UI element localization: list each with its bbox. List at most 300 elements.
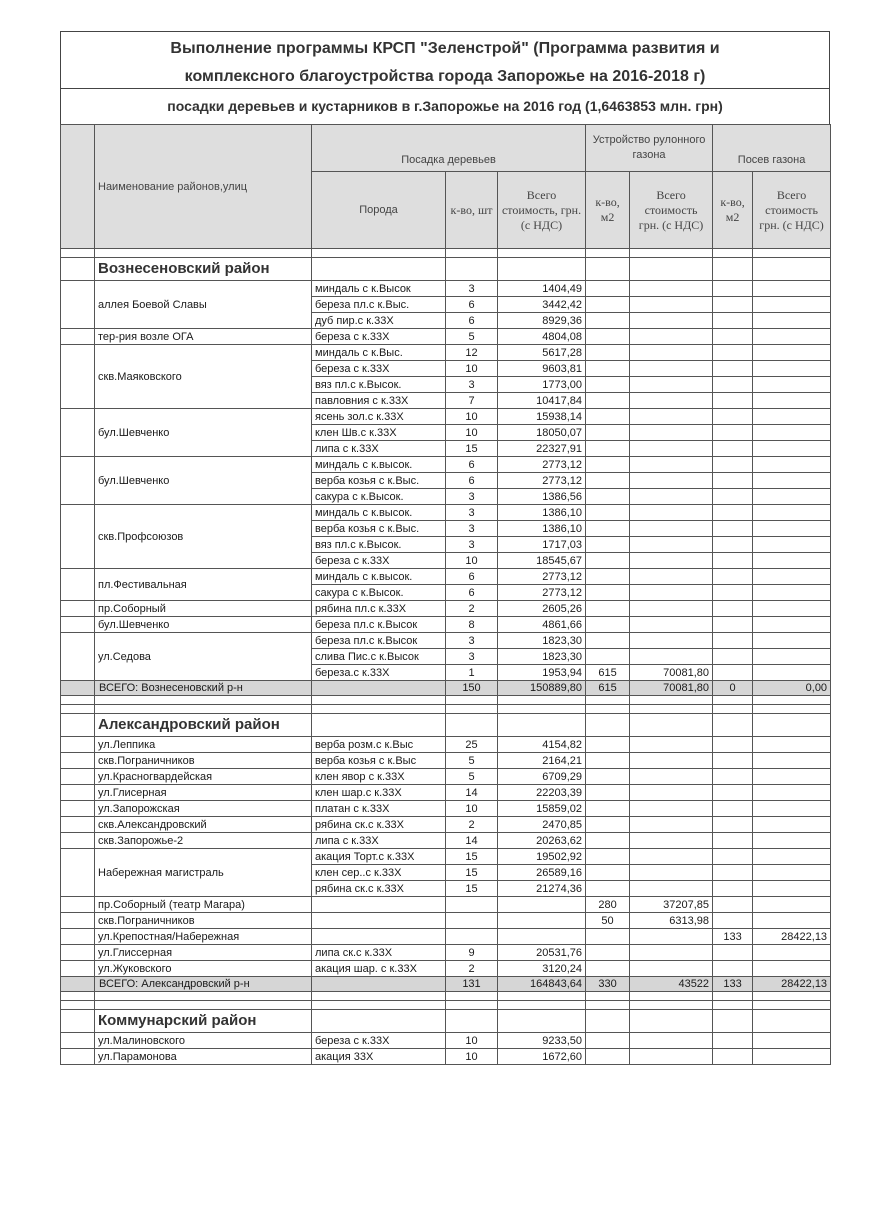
empty-cell — [753, 258, 831, 281]
empty-cell — [586, 1010, 630, 1033]
seed-qty — [713, 833, 753, 849]
table-row — [61, 633, 831, 649]
tree-cost: 18545,67 — [498, 553, 586, 569]
tree-qty: 8 — [446, 617, 498, 633]
roll-cost — [630, 457, 713, 473]
empty-cell — [630, 1001, 713, 1010]
empty-cell — [312, 705, 446, 714]
roll-cost — [630, 569, 713, 585]
tree-breed: платан с к.33Х — [312, 801, 446, 817]
seed-cost — [753, 737, 831, 753]
roll-qty — [586, 393, 630, 409]
gutter-cell — [61, 258, 95, 281]
gutter-cell — [61, 505, 95, 569]
tree-breed: акация шар. с к.33Х — [312, 961, 446, 977]
seed-qty — [713, 441, 753, 457]
empty-cell — [753, 249, 831, 258]
roll-cost — [630, 1033, 713, 1049]
roll-qty — [586, 737, 630, 753]
seed-cost — [753, 585, 831, 601]
seed-qty — [713, 313, 753, 329]
empty-cell — [312, 681, 446, 696]
column-header-qty-pcs: к-во, шт — [446, 172, 498, 249]
tree-qty: 3 — [446, 537, 498, 553]
roll-cost — [630, 345, 713, 361]
empty-cell — [312, 696, 446, 705]
tree-qty: 9 — [446, 945, 498, 961]
street-name: бул.Шевченко — [95, 457, 312, 505]
roll-qty — [586, 1049, 630, 1065]
seed-qty — [713, 361, 753, 377]
district-name: Александровский район — [95, 714, 312, 737]
seed-cost — [753, 473, 831, 489]
roll-qty — [586, 521, 630, 537]
street-name: пр.Соборный — [95, 601, 312, 617]
empty-cell — [446, 992, 498, 1001]
seed-cost — [753, 569, 831, 585]
seed-cost: 28422,13 — [753, 929, 831, 945]
gutter-cell — [61, 617, 95, 633]
total-cost: 164843,64 — [498, 977, 586, 992]
tree-breed: миндаль с к.высок. — [312, 569, 446, 585]
seed-cost — [753, 409, 831, 425]
roll-cost — [630, 393, 713, 409]
roll-qty — [586, 849, 630, 865]
total-qty: 150 — [446, 681, 498, 696]
column-header-seed-cost: Всего стоимость грн. (с НДС) — [753, 172, 831, 249]
column-header-planting: Посадка деревьев — [312, 125, 586, 172]
roll-cost — [630, 617, 713, 633]
total-qty: 131 — [446, 977, 498, 992]
roll-cost — [630, 473, 713, 489]
tree-breed: береза с к.33Х — [312, 329, 446, 345]
gutter-cell — [61, 125, 95, 249]
tree-cost: 4861,66 — [498, 617, 586, 633]
tree-qty: 6 — [446, 313, 498, 329]
tree-cost: 3442,42 — [498, 297, 586, 313]
table-row — [61, 345, 831, 361]
tree-breed: дуб пир.с к.33Х — [312, 313, 446, 329]
total-roll-cost: 43522 — [630, 977, 713, 992]
gutter-cell — [61, 897, 95, 913]
tree-breed: клен шар.с к.33Х — [312, 785, 446, 801]
empty-cell — [312, 258, 446, 281]
tree-breed: рябина пл.с к.33Х — [312, 601, 446, 617]
tree-breed: миндаль с к.Высок — [312, 281, 446, 297]
tree-cost: 1672,60 — [498, 1049, 586, 1065]
empty-cell — [61, 249, 95, 258]
gutter-cell — [61, 281, 95, 329]
street-name: скв.Маяковского — [95, 345, 312, 409]
street-name: аллея Боевой Славы — [95, 281, 312, 329]
empty-cell — [312, 992, 446, 1001]
column-header-name: Наименование районов,улиц — [95, 125, 312, 249]
gutter-cell — [61, 849, 95, 897]
total-seed-cost: 0,00 — [753, 681, 831, 696]
roll-qty — [586, 473, 630, 489]
tree-qty: 6 — [446, 297, 498, 313]
table-row — [61, 801, 831, 817]
seed-cost — [753, 897, 831, 913]
table-row — [61, 1033, 831, 1049]
gutter-cell — [61, 769, 95, 785]
seed-qty — [713, 505, 753, 521]
empty-cell — [713, 1010, 753, 1033]
spacer-row — [61, 1001, 831, 1010]
tree-cost: 1823,30 — [498, 633, 586, 649]
roll-qty — [586, 553, 630, 569]
seed-qty — [713, 769, 753, 785]
roll-cost — [630, 553, 713, 569]
empty-cell — [586, 992, 630, 1001]
empty-cell — [630, 249, 713, 258]
empty-cell — [446, 249, 498, 258]
tree-breed: миндаль с к.высок. — [312, 505, 446, 521]
seed-cost — [753, 537, 831, 553]
district-row — [61, 258, 831, 281]
spacer-row — [61, 705, 831, 714]
tree-qty — [446, 897, 498, 913]
seed-cost — [753, 521, 831, 537]
roll-qty — [586, 409, 630, 425]
tree-qty: 1 — [446, 665, 498, 681]
seed-qty — [713, 897, 753, 913]
empty-cell — [753, 705, 831, 714]
tree-qty: 5 — [446, 753, 498, 769]
empty-cell — [95, 1001, 312, 1010]
roll-cost — [630, 377, 713, 393]
district-name: Вознесеновский район — [95, 258, 312, 281]
column-header-lawn-seed: Посев газона — [713, 125, 831, 172]
roll-qty — [586, 425, 630, 441]
seed-qty — [713, 537, 753, 553]
tree-qty: 15 — [446, 865, 498, 881]
seed-qty — [713, 649, 753, 665]
tree-breed: рябина ск.с к.33Х — [312, 881, 446, 897]
tree-cost: 9233,50 — [498, 1033, 586, 1049]
tree-cost — [498, 929, 586, 945]
gutter-cell — [61, 753, 95, 769]
tree-cost: 1773,00 — [498, 377, 586, 393]
empty-cell — [630, 705, 713, 714]
tree-breed: сакура с к.Высок. — [312, 585, 446, 601]
document-subtitle: посадки деревьев и кустарников в г.Запорожье на 2016 год (1,6463853 млн. грн) — [167, 98, 723, 114]
tree-cost: 2773,12 — [498, 585, 586, 601]
empty-cell — [630, 1010, 713, 1033]
tree-qty: 3 — [446, 281, 498, 297]
street-name: скв.Александровский — [95, 817, 312, 833]
tree-cost: 20531,76 — [498, 945, 586, 961]
empty-cell — [753, 696, 831, 705]
tree-cost: 1717,03 — [498, 537, 586, 553]
tree-qty — [446, 913, 498, 929]
tree-cost: 1386,56 — [498, 489, 586, 505]
tree-breed: ясень зол.с к.33Х — [312, 409, 446, 425]
roll-cost — [630, 753, 713, 769]
seed-qty — [713, 601, 753, 617]
street-name: ул.Парамонова — [95, 1049, 312, 1065]
tree-qty: 3 — [446, 649, 498, 665]
street-name: ул.Красногвардейская — [95, 769, 312, 785]
roll-qty — [586, 617, 630, 633]
roll-qty — [586, 377, 630, 393]
tree-qty: 12 — [446, 345, 498, 361]
empty-cell — [61, 1001, 95, 1010]
gutter-cell — [61, 633, 95, 681]
table-row — [61, 849, 831, 865]
total-seed-cost: 28422,13 — [753, 977, 831, 992]
tree-breed: клен явор с к.33Х — [312, 769, 446, 785]
seed-qty — [713, 297, 753, 313]
seed-cost — [753, 849, 831, 865]
roll-qty — [586, 297, 630, 313]
seed-cost — [753, 961, 831, 977]
street-name: ул.Седова — [95, 633, 312, 681]
empty-cell — [95, 992, 312, 1001]
roll-qty — [586, 801, 630, 817]
table-row — [61, 281, 831, 297]
tree-cost: 10417,84 — [498, 393, 586, 409]
gutter-cell — [61, 817, 95, 833]
tree-breed: береза пл.с к.Выс. — [312, 297, 446, 313]
table-row — [61, 737, 831, 753]
tree-qty: 3 — [446, 521, 498, 537]
seed-qty — [713, 817, 753, 833]
gutter-cell — [61, 569, 95, 601]
roll-cost: 70081,80 — [630, 665, 713, 681]
roll-cost — [630, 801, 713, 817]
tree-breed: липа ск.с к.33Х — [312, 945, 446, 961]
roll-qty — [586, 361, 630, 377]
roll-cost: 6313,98 — [630, 913, 713, 929]
empty-cell — [630, 992, 713, 1001]
gutter-cell — [61, 801, 95, 817]
roll-cost — [630, 785, 713, 801]
roll-cost — [630, 737, 713, 753]
seed-cost — [753, 665, 831, 681]
table-row — [61, 913, 831, 929]
column-header-total-cost: Всего стоимость, грн. (с НДС) — [498, 172, 586, 249]
empty-cell — [312, 1010, 446, 1033]
roll-qty — [586, 833, 630, 849]
tree-cost: 6709,29 — [498, 769, 586, 785]
roll-cost — [630, 633, 713, 649]
roll-qty — [586, 281, 630, 297]
tree-breed: вяз пл.с к.Высок. — [312, 537, 446, 553]
seed-qty — [713, 377, 753, 393]
tree-breed: липа с к.33Х — [312, 833, 446, 849]
seed-qty — [713, 585, 753, 601]
tree-cost: 20263,62 — [498, 833, 586, 849]
tree-cost: 9603,81 — [498, 361, 586, 377]
roll-qty — [586, 585, 630, 601]
table-row — [61, 833, 831, 849]
roll-cost — [630, 409, 713, 425]
tree-qty: 6 — [446, 457, 498, 473]
seed-qty — [713, 1049, 753, 1065]
tree-breed: береза пл.с к.Высок — [312, 633, 446, 649]
seed-qty — [713, 393, 753, 409]
street-name: тер-рия возле ОГА — [95, 329, 312, 345]
tree-cost: 3120,24 — [498, 961, 586, 977]
tree-breed: акация Торт.с к.33Х — [312, 849, 446, 865]
table-row — [61, 1049, 831, 1065]
seed-cost — [753, 865, 831, 881]
seed-cost — [753, 457, 831, 473]
total-seed-qty: 133 — [713, 977, 753, 992]
tree-qty: 6 — [446, 569, 498, 585]
tree-breed — [312, 913, 446, 929]
tree-qty: 10 — [446, 1033, 498, 1049]
roll-cost — [630, 313, 713, 329]
gutter-cell — [61, 977, 95, 992]
roll-qty — [586, 1033, 630, 1049]
seed-cost — [753, 313, 831, 329]
tree-breed: верба козья с к.Выс. — [312, 521, 446, 537]
tree-qty: 5 — [446, 769, 498, 785]
tree-breed: верба розм.с к.Выс — [312, 737, 446, 753]
tree-breed: липа с к.33Х — [312, 441, 446, 457]
tree-qty — [446, 929, 498, 945]
seed-qty — [713, 785, 753, 801]
document-title-line-1: Выполнение программы КРСП "Зеленстрой" (Программа развития и — [170, 40, 720, 57]
roll-qty — [586, 785, 630, 801]
gutter-cell — [61, 329, 95, 345]
column-header-roll-cost: Всего стоимость грн. (с НДС) — [630, 172, 713, 249]
empty-cell — [586, 258, 630, 281]
roll-cost: 37207,85 — [630, 897, 713, 913]
empty-cell — [630, 696, 713, 705]
tree-breed: павловния с к.33Х — [312, 393, 446, 409]
tree-breed: береза.с к.33Х — [312, 665, 446, 681]
seed-cost — [753, 913, 831, 929]
table-row — [61, 329, 831, 345]
roll-qty — [586, 505, 630, 521]
tree-cost: 22203,39 — [498, 785, 586, 801]
roll-qty — [586, 961, 630, 977]
seed-cost — [753, 505, 831, 521]
roll-cost — [630, 833, 713, 849]
roll-qty: 615 — [586, 665, 630, 681]
roll-cost — [630, 945, 713, 961]
seed-qty — [713, 489, 753, 505]
table-row — [61, 617, 831, 633]
tree-breed: миндаль с к.Выс. — [312, 345, 446, 361]
table-row — [61, 945, 831, 961]
seed-qty — [713, 345, 753, 361]
empty-cell — [586, 1001, 630, 1010]
spacer-row — [61, 249, 831, 258]
roll-cost — [630, 929, 713, 945]
gutter-cell — [61, 714, 95, 737]
gutter-cell — [61, 945, 95, 961]
roll-qty — [586, 489, 630, 505]
roll-qty — [586, 601, 630, 617]
seed-cost — [753, 833, 831, 849]
tree-cost: 15859,02 — [498, 801, 586, 817]
seed-qty — [713, 881, 753, 897]
roll-qty — [586, 865, 630, 881]
empty-cell — [753, 714, 831, 737]
column-header-lawn-roll: Устройство рулонного газона — [586, 125, 713, 172]
seed-qty — [713, 553, 753, 569]
seed-cost — [753, 489, 831, 505]
empty-cell — [713, 696, 753, 705]
total-roll-qty: 615 — [586, 681, 630, 696]
table-row — [61, 769, 831, 785]
seed-cost — [753, 753, 831, 769]
table-row — [61, 785, 831, 801]
empty-cell — [713, 714, 753, 737]
seed-qty — [713, 865, 753, 881]
tree-cost: 1404,49 — [498, 281, 586, 297]
tree-cost: 2605,26 — [498, 601, 586, 617]
empty-cell — [498, 696, 586, 705]
seed-qty — [713, 737, 753, 753]
table-row — [61, 929, 831, 945]
empty-cell — [498, 714, 586, 737]
tree-qty: 10 — [446, 425, 498, 441]
empty-cell — [446, 1010, 498, 1033]
seed-qty — [713, 425, 753, 441]
table-row — [61, 457, 831, 473]
empty-cell — [713, 1001, 753, 1010]
roll-qty — [586, 441, 630, 457]
empty-cell — [586, 714, 630, 737]
roll-qty — [586, 929, 630, 945]
tree-cost: 26589,16 — [498, 865, 586, 881]
tree-qty: 10 — [446, 361, 498, 377]
empty-cell — [713, 249, 753, 258]
roll-qty — [586, 945, 630, 961]
roll-cost — [630, 489, 713, 505]
street-name: ул.Жуковского — [95, 961, 312, 977]
tree-cost: 19502,92 — [498, 849, 586, 865]
seed-cost — [753, 297, 831, 313]
roll-cost — [630, 537, 713, 553]
tree-qty: 15 — [446, 441, 498, 457]
header-row-1 — [61, 125, 831, 172]
empty-cell — [498, 705, 586, 714]
street-name: ул.Глиссерная — [95, 945, 312, 961]
tree-cost — [498, 897, 586, 913]
total-row — [61, 977, 831, 992]
table-row — [61, 569, 831, 585]
tree-cost: 1823,30 — [498, 649, 586, 665]
empty-cell — [713, 992, 753, 1001]
empty-cell — [312, 249, 446, 258]
tree-qty: 6 — [446, 473, 498, 489]
tree-cost: 2470,85 — [498, 817, 586, 833]
empty-cell — [446, 705, 498, 714]
tree-breed: клен сер..с к.33Х — [312, 865, 446, 881]
empty-cell — [498, 992, 586, 1001]
roll-cost — [630, 817, 713, 833]
empty-cell — [312, 977, 446, 992]
tree-qty: 10 — [446, 553, 498, 569]
roll-qty — [586, 753, 630, 769]
total-roll-cost: 70081,80 — [630, 681, 713, 696]
tree-breed — [312, 929, 446, 945]
tree-breed: миндаль с к.высок. — [312, 457, 446, 473]
seed-qty — [713, 961, 753, 977]
tree-cost: 1386,10 — [498, 521, 586, 537]
seed-cost — [753, 553, 831, 569]
street-name: ул.Малиновского — [95, 1033, 312, 1049]
tree-breed: рябина ск.с к.33Х — [312, 817, 446, 833]
total-seed-qty: 0 — [713, 681, 753, 696]
tree-cost: 4154,82 — [498, 737, 586, 753]
